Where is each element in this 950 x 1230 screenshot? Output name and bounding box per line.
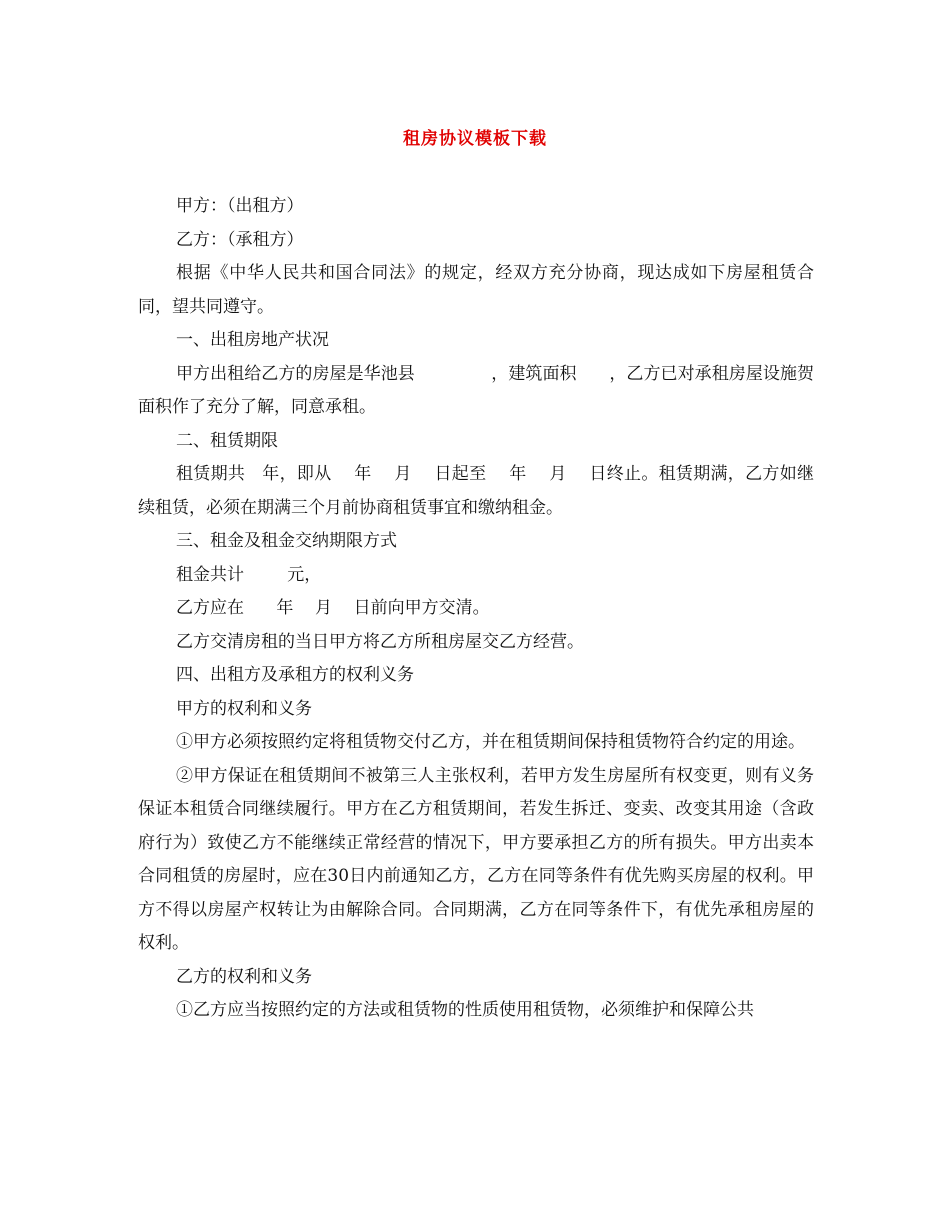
section-heading-1: 一、出租房地产状况 (176, 330, 329, 350)
party-a-rights-heading: 甲方的权利和义务 (176, 698, 312, 719)
document-body (138, 190, 814, 1028)
section-heading-4: 四、出租方及承租方的权利义务 (176, 665, 414, 685)
party-a-clause-1: ①甲方必须按照约定将租赁物交付乙方，并在租赁期间保持租赁物符合约定的用途。 (176, 732, 805, 752)
document-title: 租房协议模板下载 (403, 129, 547, 149)
lease-term-paragraph: 租赁期共 年，即从 年 月 日起至 年 月 日终止。租赁期满，乙方如继续租赁，必须在期满三个月前协商租赁事宜和缴纳租金。 (138, 464, 814, 518)
party-a-clause-2: ②甲方保证在租赁期间不被第三人主张权利，若甲方发生房屋所有权变更，则有义务保证本租赁合同继续履行。甲方在乙方租赁期间，若发生拆迁、变卖、改变其用途（含政府行为）致使乙方不能继续正常经营的情况下，甲方要承担乙方的所有损失。甲方出卖本合同租赁的房屋时，应在30日内前通知乙方，乙方在同等条件有优先购买房屋的权利。甲方不得以房屋产权转让为由解除合同。合同期满，乙方在同等条件下，有优先承租房屋的权利。 (138, 765, 814, 953)
preamble-paragraph: 根据《中华人民共和国合同法》的规定，经双方充分协商，现达成如下房屋租赁合同，望共同遵守。 (138, 263, 814, 317)
party-a-line: 甲方：（出租方） (176, 196, 304, 216)
section-heading-2: 二、租赁期限 (176, 430, 278, 451)
property-paragraph: 甲方出租给乙方的房屋是华池县 ，建筑面积 ，乙方已对承租房屋设施贺面积作了充分了解，同意承租。 (138, 363, 814, 417)
section-heading-3: 三、租金及租金交纳期限方式 (176, 531, 397, 551)
handover-line: 乙方交清房租的当日甲方将乙方所租房屋交乙方经营。 (176, 631, 584, 652)
rent-total-line: 租金共计 元， (176, 564, 322, 585)
party-b-line: 乙方：（承租方） (176, 229, 304, 250)
party-b-clause-1: ①乙方应当按照约定的方法或租赁物的性质使用租赁物，必须维护和保障公共 (176, 1000, 754, 1020)
party-b-rights-heading: 乙方的权利和义务 (176, 966, 312, 987)
rent-due-line: 乙方应在 年 月 日前向甲方交清。 (176, 598, 490, 618)
